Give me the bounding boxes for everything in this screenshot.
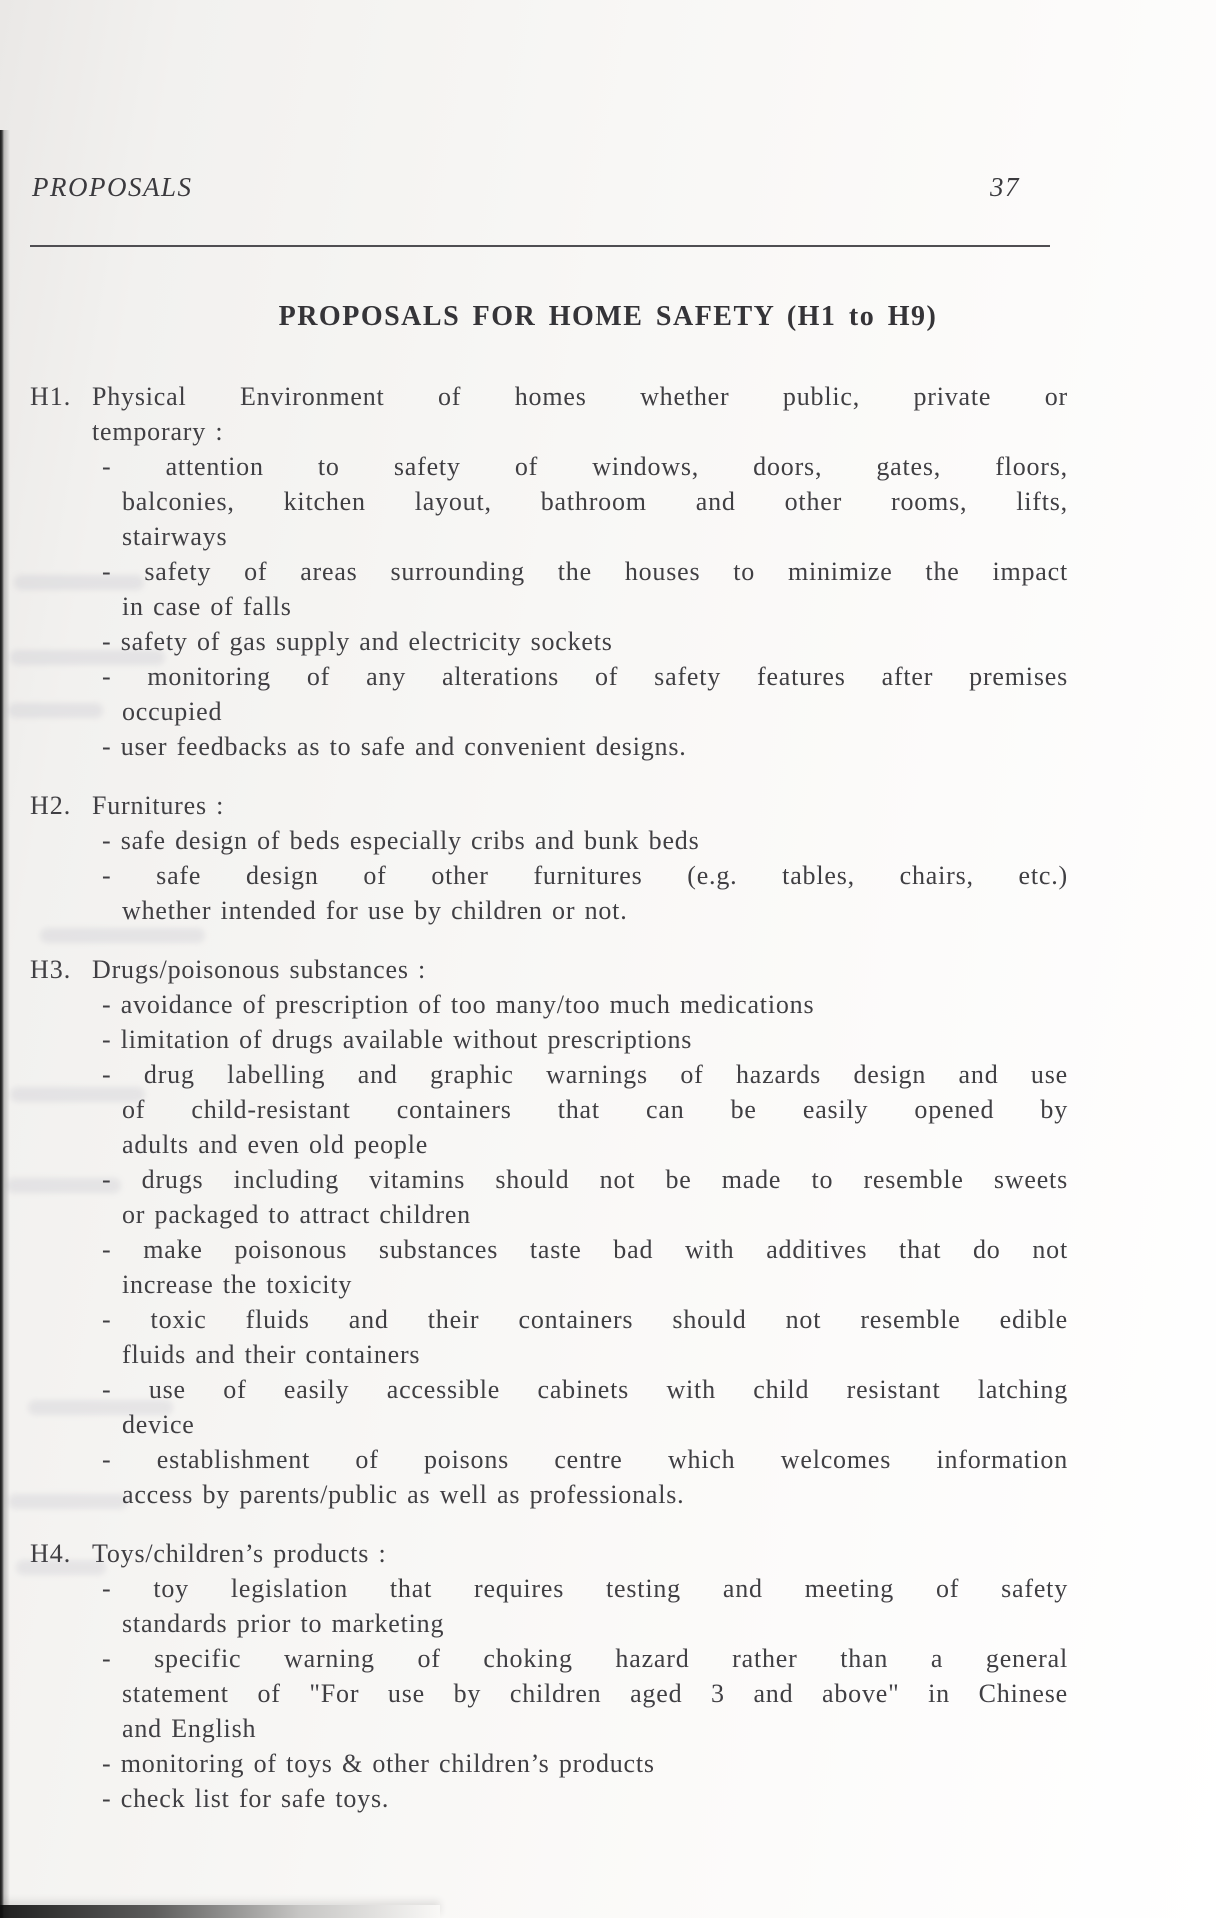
bullet-line: - check list for safe toys. — [102, 1784, 390, 1813]
bullet-line: statement of "For use by children aged 3 and above" in Chinese — [122, 1679, 1068, 1708]
bullet-line: - use of easily accessible cabinets with child resistant latching — [102, 1375, 1068, 1404]
section-label: H2. — [30, 791, 72, 820]
bullet-line: increase the toxicity — [122, 1270, 353, 1299]
section — [30, 379, 1216, 764]
section-body — [92, 952, 1068, 1512]
proposal-sections — [0, 379, 1216, 1816]
section-label: H3. — [30, 955, 72, 984]
bullet-line: - attention to safety of windows, doors, gates, floors, — [102, 452, 1068, 481]
section-heading-line: Furnitures : — [92, 791, 225, 820]
bullet-line: - monitoring of any alterations of safety features after premises — [102, 662, 1068, 691]
bullet-line: - limitation of drugs available without prescriptions — [102, 1025, 693, 1054]
bullet-line: - specific warning of choking hazard rather than a general — [102, 1644, 1068, 1673]
bullet-line: or packaged to attract children — [122, 1200, 471, 1229]
section-heading-line: temporary : — [92, 417, 224, 446]
section — [30, 1536, 1216, 1816]
section-body — [92, 379, 1068, 764]
running-header — [32, 172, 1020, 203]
bullet-line: whether intended for use by children or not. — [122, 896, 628, 925]
bullet-line: - safety of gas supply and electricity sockets — [102, 627, 613, 656]
section-body — [92, 1536, 1068, 1816]
page-number: 37 — [990, 172, 1020, 202]
section-label: H1. — [30, 382, 72, 411]
bullet-line: stairways — [122, 522, 228, 551]
bullet-line: adults and even old people — [122, 1130, 429, 1159]
bullet-line: - drug labelling and graphic warnings of hazards design and use — [102, 1060, 1068, 1089]
bullet-line: of child-resistant containers that can be easily opened by — [122, 1095, 1068, 1124]
bullet-line: balconies, kitchen layout, bathroom and other rooms, lifts, — [122, 487, 1068, 516]
section-heading-line: Physical Environment of homes whether public, private or — [92, 382, 1068, 411]
bullet-line: and English — [122, 1714, 257, 1743]
bullet-line: - safe design of beds especially cribs and bunk beds — [102, 826, 700, 855]
bullet-line: fluids and their containers — [122, 1340, 421, 1369]
bullet-line: - drugs including vitamins should not be made to resemble sweets — [102, 1165, 1068, 1194]
bullet-line: in case of falls — [122, 592, 292, 621]
running-header-title: PROPOSALS — [32, 172, 193, 202]
bullet-line: - safety of areas surrounding the houses to minimize the impact — [102, 557, 1068, 586]
bullet-line: - safe design of other furnitures (e.g. tables, chairs, etc.) — [102, 861, 1068, 890]
bullet-line: occupied — [122, 697, 223, 726]
section-heading-line: Drugs/poisonous substances : — [92, 955, 427, 984]
bullet-line: - avoidance of prescription of too many/too much medications — [102, 990, 815, 1019]
section — [30, 788, 1216, 928]
page-edge-shadow-bottom — [0, 1905, 440, 1918]
bullet-line: - toy legislation that requires testing and meeting of safety — [102, 1574, 1068, 1603]
bullet-line: device — [122, 1410, 195, 1439]
section-label: H4. — [30, 1539, 72, 1568]
bullet-line: - user feedbacks as to safe and convenient designs. — [102, 732, 687, 761]
bullet-line: - establishment of poisons centre which welcomes information — [102, 1445, 1068, 1474]
bullet-line: - toxic fluids and their containers should not resemble edible — [102, 1305, 1068, 1334]
bullet-line: - make poisonous substances taste bad with additives that do not — [102, 1235, 1068, 1264]
section-heading-line: Toys/children’s products : — [92, 1539, 387, 1568]
bullet-line: - monitoring of toys & other children’s products — [102, 1749, 655, 1778]
section-body — [92, 788, 1068, 928]
document-title: PROPOSALS FOR HOME SAFETY (H1 to H9) — [278, 301, 938, 332]
bullet-line: standards prior to marketing — [122, 1609, 445, 1638]
section — [30, 952, 1216, 1512]
bullet-line: access by parents/public as well as professionals. — [122, 1480, 685, 1509]
header-divider-rule — [30, 245, 1050, 247]
